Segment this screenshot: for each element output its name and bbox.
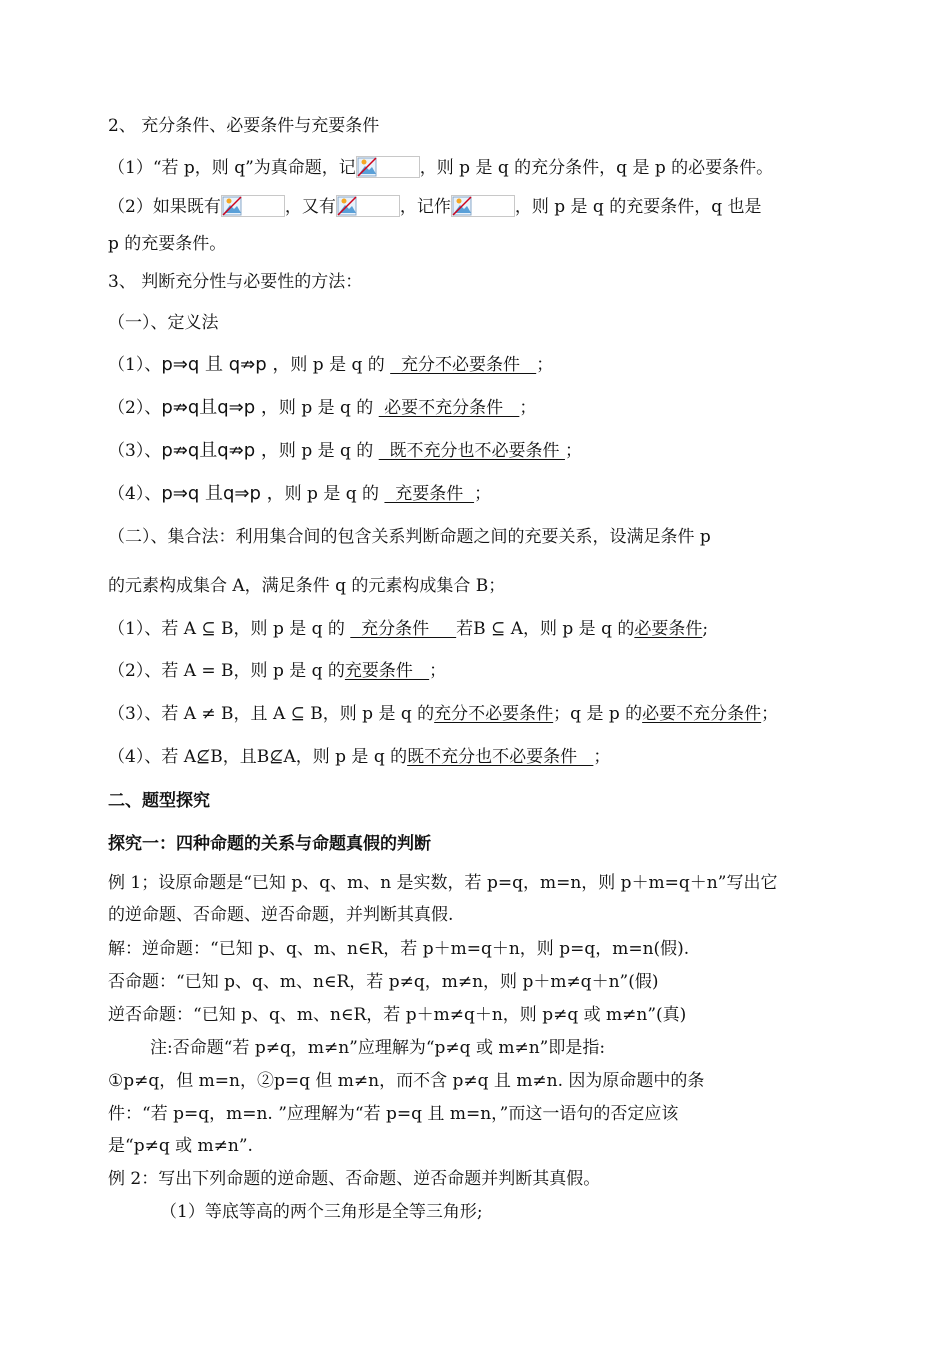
broken-image-icon xyxy=(221,195,285,217)
section-3-title: 3、 判断充分性与必要性的方法： xyxy=(108,272,363,292)
part-2-title: 二、题型探究 xyxy=(108,791,210,811)
note-line-1: 注:否命题“若 p≠q，m≠n”应理解为“p≠q 或 m≠n”即是指: xyxy=(150,1038,606,1058)
s2-line-3: p 的充要条件。 xyxy=(108,234,227,254)
definition-method-title: （一）、定义法 xyxy=(108,313,219,333)
set-item-3: （3）、若 A ≠ B，且 A ⊆ B，则 p 是 q 的充分不必要条件；q 是 p 的必要不充分条件； xyxy=(108,704,779,724)
definition-item-4: （4）、p⇒q 且q⇒p ，则 p 是 q 的 充要条件 ； xyxy=(108,483,492,504)
solution-line-3: 逆否命题：“已知 p、q、m、n∈R，若 p＋m≠q＋n，则 p≠q 或 m≠n”(真) xyxy=(108,1005,687,1025)
solution-line-1: 解：逆命题：“已知 p、q、m、n∈R，若 p＋m=q＋n，则 p=q，m=n(假). xyxy=(108,939,690,959)
example-2-line: 例 2：写出下列命题的逆命题、否命题、逆否命题并判断其真假。 xyxy=(108,1169,601,1189)
definition-item-3: （3）、p⇏q且q⇏p ，则 p 是 q 的 既不充分也不必要条件 ； xyxy=(108,440,582,461)
note-line-3: 件：“若 p=q，m=n. ”应理解为“若 p=q 且 m=n，”而这一语句的否定应该 xyxy=(108,1104,679,1124)
section-2-title: 2、 充分条件、必要条件与充要条件 xyxy=(108,116,380,136)
broken-image-icon xyxy=(451,195,515,217)
example-1-line-2: 的逆命题、否命题、逆否命题，并判断其真假. xyxy=(108,905,454,925)
set-item-4: （4）、若 A⊈B，且B⊈A，则 p 是 q 的既不充分也不必要条件 ； xyxy=(108,747,611,767)
definition-item-1: （1）、p⇒q 且 q⇏p ，则 p 是 q 的 充分不必要条件 ； xyxy=(108,354,554,375)
definition-item-2: （2）、p⇏q且q⇒p ，则 p 是 q 的 必要不充分条件 ； xyxy=(108,397,537,418)
note-line-2: ①p≠q，但 m=n，②p=q 但 m≠n，而不含 p≠q 且 m≠n. 因为原命题中的条 xyxy=(108,1071,705,1091)
broken-image-icon xyxy=(356,156,420,178)
broken-image-icon xyxy=(336,195,400,217)
example-1-line-1: 例 1；设原命题是“已知 p、q、m、n 是实数，若 p=q，m=n，则 p＋m=q＋n”写出它 xyxy=(108,873,778,893)
set-method-continued: 的元素构成集合 A，满足条件 q 的元素构成集合 B； xyxy=(108,576,506,596)
solution-line-2: 否命题：“已知 p、q、m、n∈R，若 p≠q，m≠n，则 p＋m≠q＋n”(假) xyxy=(108,972,659,992)
note-line-4: 是“p≠q 或 m≠n”. xyxy=(108,1136,253,1156)
inquiry-1-title: 探究一：四种命题的关系与命题真假的判断 xyxy=(108,834,431,854)
set-item-2: （2）、若 A = B，则 p 是 q 的充要条件 ； xyxy=(108,661,447,681)
set-method-title: （二）、集合法：利用集合间的包含关系判断命题之间的充要关系，设满足条件 p xyxy=(108,527,711,547)
s2-line-1: （1）“若 p，则 q”为真命题，记 ，则 p 是 q 的充分条件，q 是 p 的必要条件。 xyxy=(108,158,774,178)
s2-line-2: （2）如果既有 ，又有 ，记作 ，则 p 是 q 的充要条件，q 也是 xyxy=(108,197,762,217)
set-item-1: （1）、若 A ⊆ B，则 p 是 q 的 充分条件 若B ⊆ A，则 p 是 q 的必要条件; xyxy=(108,619,709,639)
example-2-item-1: （1）等底等高的两个三角形是全等三角形; xyxy=(160,1202,483,1222)
